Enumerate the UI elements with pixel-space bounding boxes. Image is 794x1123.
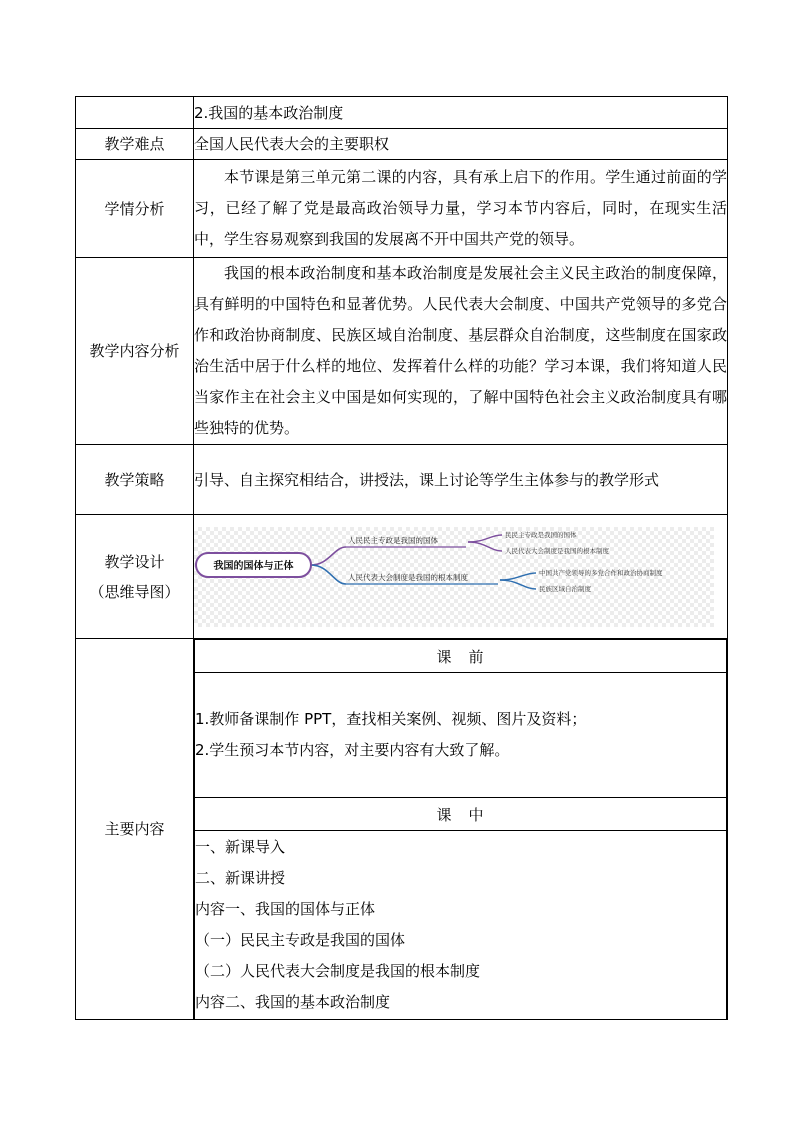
in-class-item: （一）民民主专政是我国的国体 xyxy=(195,931,406,949)
difficulty-label: 教学难点 xyxy=(76,129,194,160)
design-label-line2: （思维导图） xyxy=(89,582,180,601)
mindmap-b2-child2: 民族区域自治制度 xyxy=(539,584,591,593)
mindmap-cell xyxy=(194,515,728,639)
strategy-label: 教学策略 xyxy=(76,445,194,515)
main-content-cell xyxy=(194,639,728,1020)
mindmap-b2-child1: 中国共产党领导的多党合作和政治协商制度 xyxy=(539,568,663,577)
connector-b2-c2 xyxy=(500,580,536,589)
learner-analysis-label: 学情分析 xyxy=(76,160,194,258)
mindmap-branch2-text: 人民代表大会制度是我国的根本制度 xyxy=(348,572,468,582)
connector-b1-c1 xyxy=(468,535,502,542)
main-content-label: 主要内容 xyxy=(76,639,194,1020)
mindmap-b1-child1: 民民主专政是我国的国体 xyxy=(505,530,577,539)
connector-root-branch1 xyxy=(311,547,346,565)
connector-root-branch2 xyxy=(311,565,346,584)
content-analysis-text: 我国的根本政治制度和基本政治制度是发展社会主义民主政治的制度保障，具有鲜明的中国特色和显著优势。人民代表大会制度、中国共产党领导的多党合作和政治协商制度、民族区域自治制度、基层群众自治制度，这些制度在国家政治生活中居于什么样的地位、发挥着什么样的功能？学习本课，我们将知道人民当家作主在社会主义中国是如何实现的，了解中国特色社会主义政治制度具有哪些独特的优势。 xyxy=(194,258,728,445)
in-class-item: 内容一、我国的国体与正体 xyxy=(195,900,376,918)
in-class-item: 内容二、我国的基本政治制度 xyxy=(195,993,391,1011)
design-label-line1: 教学设计 xyxy=(104,552,165,571)
in-class-item: （二）人民代表大会制度是我国的根本制度 xyxy=(195,962,481,980)
content-analysis-label: 教学内容分析 xyxy=(76,258,194,445)
before-class-item: 1.教师备课制作 PPT，查找相关案例、视频、图片及资料； xyxy=(195,710,587,728)
before-class-heading: 课 前 xyxy=(195,640,727,673)
before-class-body xyxy=(195,673,727,798)
in-class-heading: 课 中 xyxy=(195,798,727,831)
topic-value: 2.我国的基本政治制度 xyxy=(194,97,728,129)
strategy-text: 引导、自主探究相结合，讲授法，课上讨论等学生主体参与的教学形式 xyxy=(194,445,728,515)
learner-analysis-text: 本节课是第三单元第二课的内容，具有承上启下的作用。学生通过前面的学习，已经了解了党是最高政治领导力量，学习本节内容后，同时，在现实生活中，学生容易观察到我国的发展离不开中国共产党的领导。 xyxy=(194,160,728,258)
mindmap-branch1-text: 人民民主专政是我国的国体 xyxy=(348,535,438,545)
mindmap xyxy=(194,527,714,627)
mindmap-b1-child2: 人民代表大会制度是我国的根本制度 xyxy=(505,546,609,555)
in-class-body xyxy=(195,831,727,1020)
in-class-item: 一、新课导入 xyxy=(195,838,286,856)
connector-b2-c1 xyxy=(500,573,536,580)
before-class-item: 2.学生预习本节内容，对主要内容有大致了解。 xyxy=(195,741,510,759)
connector-b1-c2 xyxy=(468,542,502,551)
mindmap-svg xyxy=(194,527,714,627)
topic-label-cell xyxy=(76,97,194,129)
design-label xyxy=(76,515,194,639)
lesson-plan-table xyxy=(75,96,728,1020)
in-class-item: 二、新课讲授 xyxy=(195,869,286,887)
difficulty-value: 全国人民代表大会的主要职权 xyxy=(194,129,728,160)
main-content-inner xyxy=(194,639,727,1019)
mindmap-root-text: 我国的国体与正体 xyxy=(213,560,294,572)
